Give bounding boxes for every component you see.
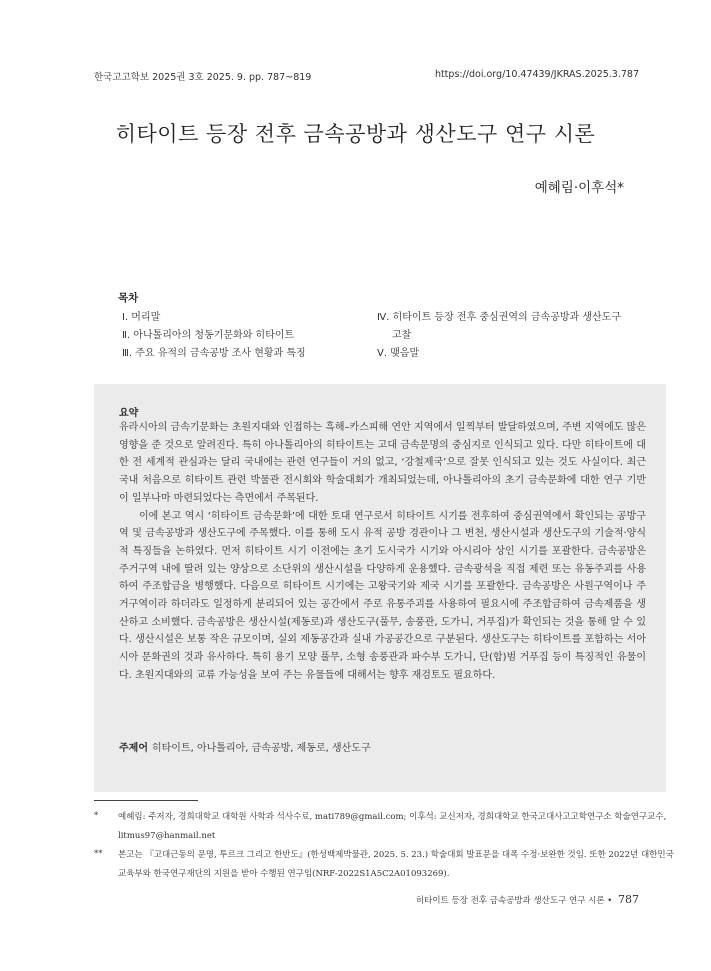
toc-item-4-continued[interactable]: 고찰 xyxy=(392,330,412,341)
running-title: 히타이트 등장 전후 금속공방과 생산도구 연구 시론 xyxy=(415,896,605,906)
footnote-2-mark: ** xyxy=(94,849,103,859)
toc-item-1[interactable]: Ⅰ. 머리말 xyxy=(122,312,161,323)
page-footer xyxy=(416,893,639,906)
abstract-paragraph-2: 이에 본고 역시 ‘히타이트 금속문화’에 대한 토대 연구로서 히타이트 시기를 전후하여 중심권역에서 확인되는 공방구역 및 금속공방과 생산도구에 주목했다. 이를 통해 도시 유적 공방 경관이나 그 변천, 생산시설과 생산도구의 기술적·양식적 특징들을 논하였다. 먼저 히타이트 시기 이전에는 초기 도시국가 시기와 아시리아 상인 시기를 포괄한다. 금속공방은 주거구역 내에 딸려 있는 양상으로 소단위의 생산시설을 다양하게 운용했다. 금속광석을 직접 제련 또는 유동주괴를 사용하여 주조합금을 병행했다. 다음으로 히타이트 시기에는 고왕국기와 제국 시기를 포괄한다. 금속공방은 사원구역이나 주거구역이라 하더라도 일정하게 분리되어 있는 공간에서 주로 유통주괴를 사용하여 필요시에 주조합금하여 금속제품을 생산하고 소비했다. 금속공방은 생산시설(제동로)과 생산도구(풀무, 송풍관, 도가니, 거푸집)가 확인되는 것을 통해 알 수 있다. 생산시설은 보통 작은 규모이며, 실외 제동공간과 실내 가공공간으로 구분된다. 생산도구는 히타이트를 포함하는 서아시아 문화권의 것과 유사하다. 특히 용기 모양 풀무, 소형 송풍관과 파수부 도가니, 단(합)범 거푸집 등이 특징적인 유물이다. 초원지대와의 교류 가능성을 보여 주는 유물들에 대해서는 향후 재검토도 필요하다. xyxy=(119,510,646,681)
journal-citation: 한국고고학보 2025권 3호 2025. 9. pp. 787~819 xyxy=(94,72,312,83)
authors: 예혜림·이후석* xyxy=(534,180,624,196)
toc-item-4[interactable]: Ⅳ. 히타이트 등장 전후 중심권역의 금속공방과 생산도구 xyxy=(377,312,621,323)
footnote-1-text: 예혜림: 주저자, 경희대학교 대학원 사학과 석사수료, mati789@gmail.com; 이후석: 교신저자, 경희대학교 한국고대사고고학연구소 학술연구교수, litmus97@hanmail.net xyxy=(118,812,667,841)
paper-title: 히타이트 등장 전후 금속공방과 생산도구 연구 시론 xyxy=(115,122,596,146)
footnote-2-text: 본고는 『고대근동의 문명, 투르크 그리고 한반도』(한성백제박물관, 2025. 5. 23.) 학술대회 발표문을 대폭 수정·보완한 것임. 또한 2022년 대한민국 교육부와 한국연구재단의 지원을 받아 수행된 연구임(NRF-2022S1A5C2A01093269). xyxy=(118,850,674,879)
footnote-divider xyxy=(94,800,198,801)
abstract-heading: 요약 xyxy=(119,408,139,419)
keywords-label: 주제어 xyxy=(119,743,148,754)
toc-item-3[interactable]: Ⅲ. 주요 유적의 금속공방 조사 현황과 특징 xyxy=(122,348,306,359)
toc-item-5[interactable]: Ⅴ. 맺음말 xyxy=(377,348,420,359)
footnote-1-mark: * xyxy=(94,811,99,821)
toc-item-2[interactable]: Ⅱ. 아나톨리아의 청동기문화와 히타이트 xyxy=(122,330,295,341)
toc-heading: 목차 xyxy=(118,292,139,304)
abstract-body xyxy=(119,419,646,685)
footer-bullet: • xyxy=(607,896,613,906)
keywords-text: 히타이트, 아나톨리아, 금속공방, 제동로, 생산도구 xyxy=(151,743,371,754)
doi-link[interactable]: https://doi.org/10.47439/JKRAS.2025.3.787 xyxy=(434,69,639,80)
page-number: 787 xyxy=(618,893,639,906)
abstract-paragraph-1: 유라시아의 금속기문화는 초원지대와 인접하는 흑해–카스피해 연안 지역에서 일찍부터 발달하였으며, 주변 지역에도 많은 영향을 준 것으로 알려진다. 특히 아나톨리아의 히타이트는 고대 금속문명의 중심지로 인식되고 있다. 다만 히타이트에 대한 전 세계적 관심과는 달리 국내에는 관련 연구들이 거의 없고, ‘강철제국’으로 잘못 인식되고 있는 것도 사실이다. 최근 국내 처음으로 히타이트 관련 박물관 전시회와 학술대회가 개최되었는데, 아나톨리아의 초기 금속문화에 대한 연구 기반이 일부나마 마련되었다는 측면에서 주목된다. xyxy=(119,422,646,504)
keywords xyxy=(119,739,371,754)
